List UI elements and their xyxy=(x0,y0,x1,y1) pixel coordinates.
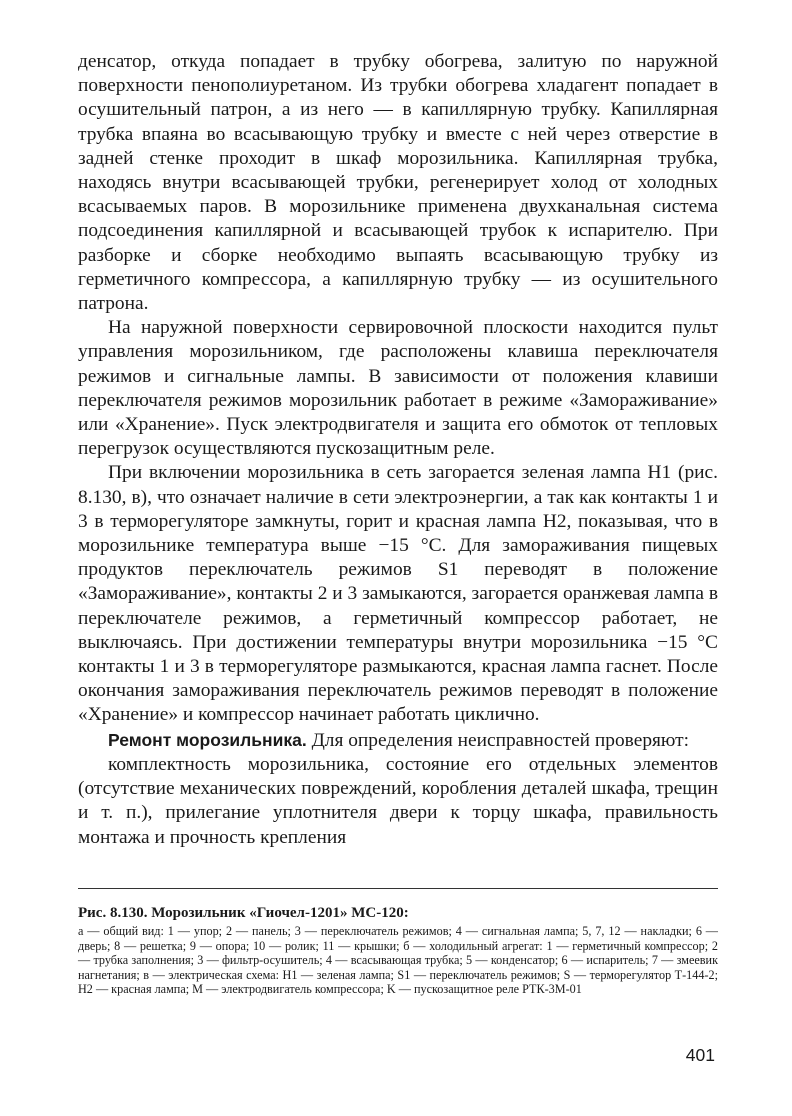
paragraph-1: денсатор, откуда попадает в трубку обогрева, залитую по наружной поверхности пенополиуретаном. Из трубки обогрева хладагент попадает в осушительный патрон, а из него — в капиллярную трубку. Капиллярная трубка впаяна во всасывающую трубку и вместе с ней через отверстие в задней стенке проходит в шкаф морозильника. Капиллярная трубка, находясь внутри всасывающей трубки, регенерирует холод от холодных всасываемых паров. В морозильнике применена двухканальная система подсоединения капиллярной и всасывающей трубок к испарителю. При разборке и сборке необходимо выпаять всасывающую трубку из герметичного компрессора, а капиллярную трубку — из осушительного патрона. xyxy=(78,51,718,315)
caption-divider xyxy=(78,888,718,889)
caption-text: а — общий вид: 1 — упор; 2 — панель; 3 — переключатель режимов; 4 — сигнальная лампа; 5, 7, 12 — накладки; 6 — дверь; 8 — решетка; 9 — опора; 10 — ролик; 11 — крышки; б — холодильный агрегат: 1 — герметичный компрессор; 2 — трубка заполнения; 3 — фильтр-осушитель; 4 — всасывающая трубка; 5 — конденсатор; 6 — испаритель; 7 — змеевик нагнетания; в — электрическая схема: H1 — зеленая лампа; S1 — переключатель режимов; S — терморегулятор Т-144-2; H2 — красная лампа; M — электродвигатель компрессора; K — пускозащитное реле РТК-3М-01 xyxy=(78,924,718,997)
paragraph-4-text: Для определения неисправностей проверяют: xyxy=(306,729,690,751)
body-text xyxy=(78,50,718,850)
paragraph-5: комплектность морозильника, состояние его отдельных элементов (отсутствие механических повреждений, коробления деталей шкафа, трещин и т. п.), прилегание уплотнителя двери к торцу шкафа, правильность монтажа и прочность крепления xyxy=(78,753,718,848)
paragraph-4 xyxy=(78,728,718,753)
figure-caption xyxy=(78,904,718,997)
section-heading: Ремонт морозильника. xyxy=(108,729,307,750)
paragraph-2: На наружной поверхности сервировочной плоскости находится пульт управления морозильником, где расположены клавиша переключателя режимов и сигнальные лампы. В зависимости от положения клавиши переключателя режимов морозильник работает в режиме «Замораживание» или «Хранение». Пуск электродвигателя и защита его обмоток от тепловых перегрузок осуществляются пускозащитным реле. xyxy=(78,317,718,460)
caption-title: Рис. 8.130. Морозильник «Гиочел-1201» МС-120: xyxy=(78,905,409,921)
paragraph-3: При включении морозильника в сеть загорается зеленая лампа H1 (рис. 8.130, в), что означает наличие в сети электроэнергии, а так как контакты 1 и 3 в терморегуляторе замкнуты, горит и красная лампа H2, показывая, что в морозильнике температура выше −15 °C. Для замораживания пищевых продуктов переключатель режимов S1 переводят в положение «Замораживание», контакты 2 и 3 замыкаются, загорается оранжевая лампа в переключателе режимов, а герметичный компрессор работает, не выключаясь. При достижении температуры внутри морозильника −15 °C контакты 1 и 3 в терморегуляторе размыкаются, красная лампа гаснет. После окончания замораживания переключатель режимов переводят в положение «Хранение» и компрессор начинает работать циклично. xyxy=(78,462,718,726)
page-number: 401 xyxy=(685,1045,715,1065)
